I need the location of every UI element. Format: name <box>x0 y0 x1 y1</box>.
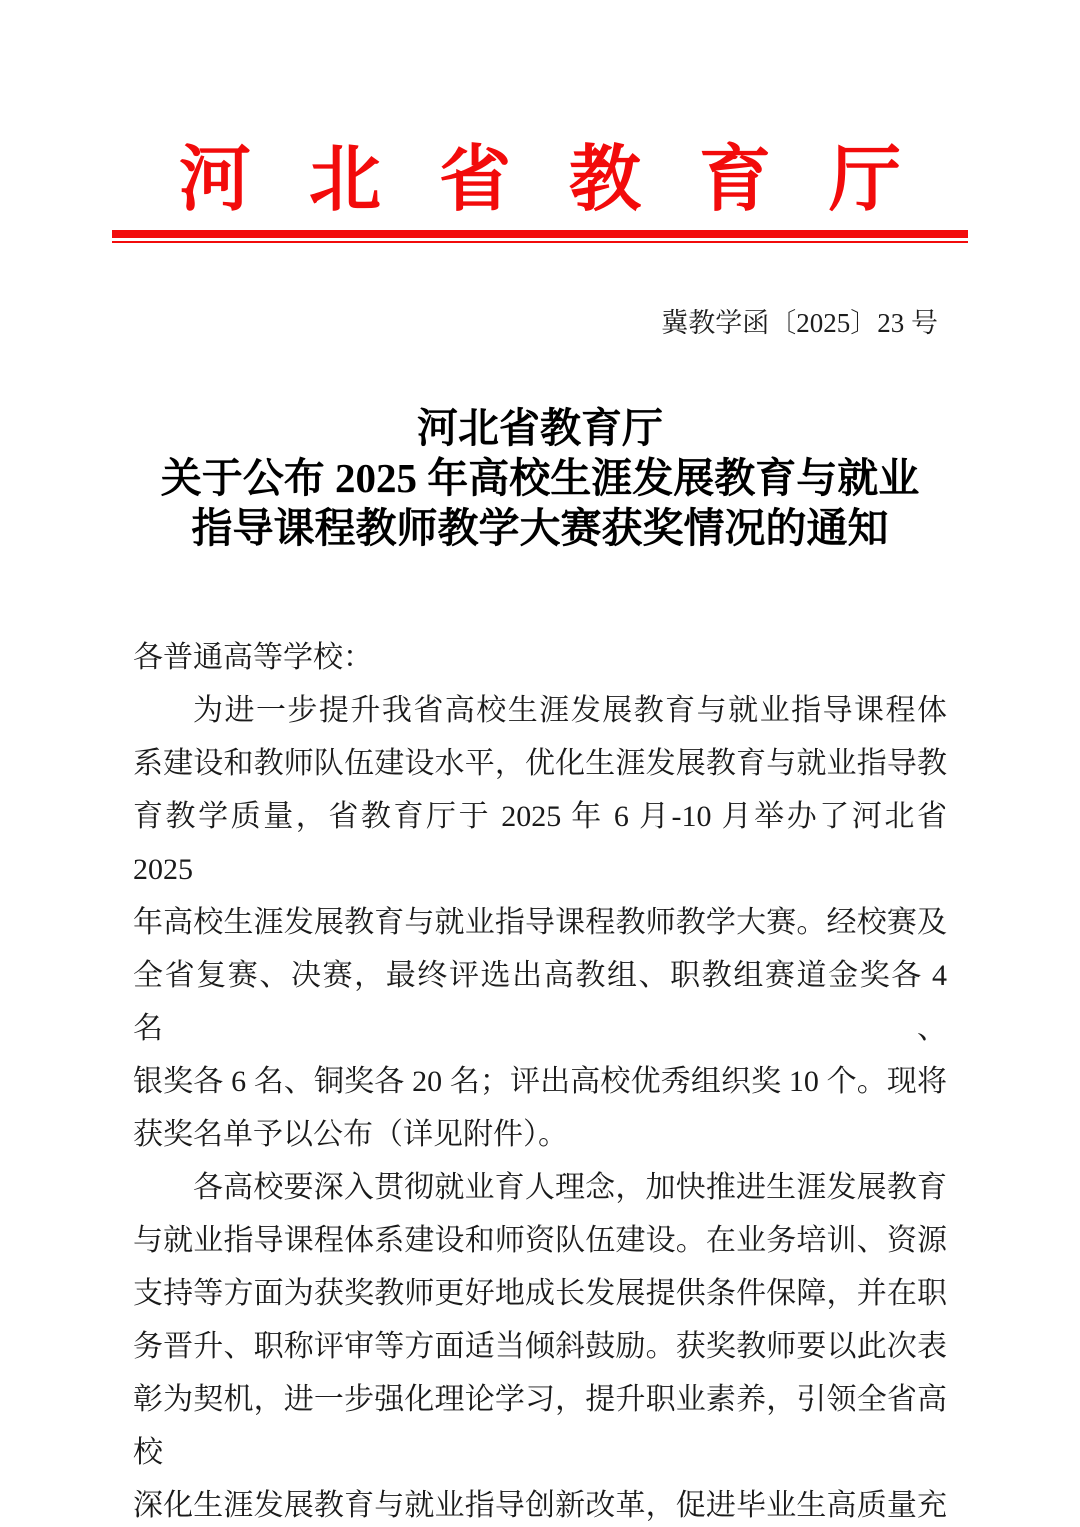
body-line: 务晋升、职称评审等方面适当倾斜鼓励。获奖教师要以此次表 <box>133 1330 947 1363</box>
doc-number: 冀教学函〔2025〕23 号 <box>661 308 938 338</box>
notice-body <box>133 631 947 1527</box>
body-line: 银奖各 6 名、铜奖各 20 名；评出高校优秀组织奖 10 个。现将 <box>133 1065 947 1098</box>
body-line: 全省复赛、决赛，最终评选出高教组、职教组赛道金奖各 4 名、 <box>133 959 947 1045</box>
body-line: 获奖名单予以公布（详见附件）。 <box>133 1118 568 1151</box>
notice-title-line-2: 关于公布 2025 年高校生涯发展教育与就业 <box>160 455 920 501</box>
letterhead <box>0 0 1080 243</box>
notice-title <box>0 403 1080 553</box>
body-line: 系建设和教师队伍建设水平，优化生涯发展教育与就业指导教 <box>133 747 947 780</box>
body-line: 彰为契机，进一步强化理论学习，提升职业素养，引领全省高校 <box>133 1383 947 1469</box>
body-line: 与就业指导课程体系建设和师资队伍建设。在业务培训、资源 <box>133 1224 947 1257</box>
notice-title-line-3: 指导课程教师教学大赛获奖情况的通知 <box>191 505 889 551</box>
notice-title-line-1: 河北省教育厅 <box>417 405 663 451</box>
body-line: 育教学质量，省教育厅于 2025 年 6 月-10 月举办了河北省 2025 <box>133 800 947 886</box>
body-line: 年高校生涯发展教育与就业指导课程教师教学大赛。经校赛及 <box>133 906 947 939</box>
letterhead-rule <box>112 230 968 243</box>
body-line: 支持等方面为获奖教师更好地成长发展提供条件保障，并在职 <box>133 1277 947 1310</box>
body-salutation: 各普通高等学校： <box>133 641 373 674</box>
letterhead-org-name: 河北省教育厅 <box>178 140 959 220</box>
body-line: 为进一步提升我省高校生涯发展教育与就业指导课程体 <box>193 694 947 727</box>
body-line: 各高校要深入贯彻就业育人理念，加快推进生涯发展教育 <box>193 1171 947 1204</box>
body-line: 深化生涯发展教育与就业指导创新改革，促进毕业生高质量充 <box>133 1489 947 1522</box>
